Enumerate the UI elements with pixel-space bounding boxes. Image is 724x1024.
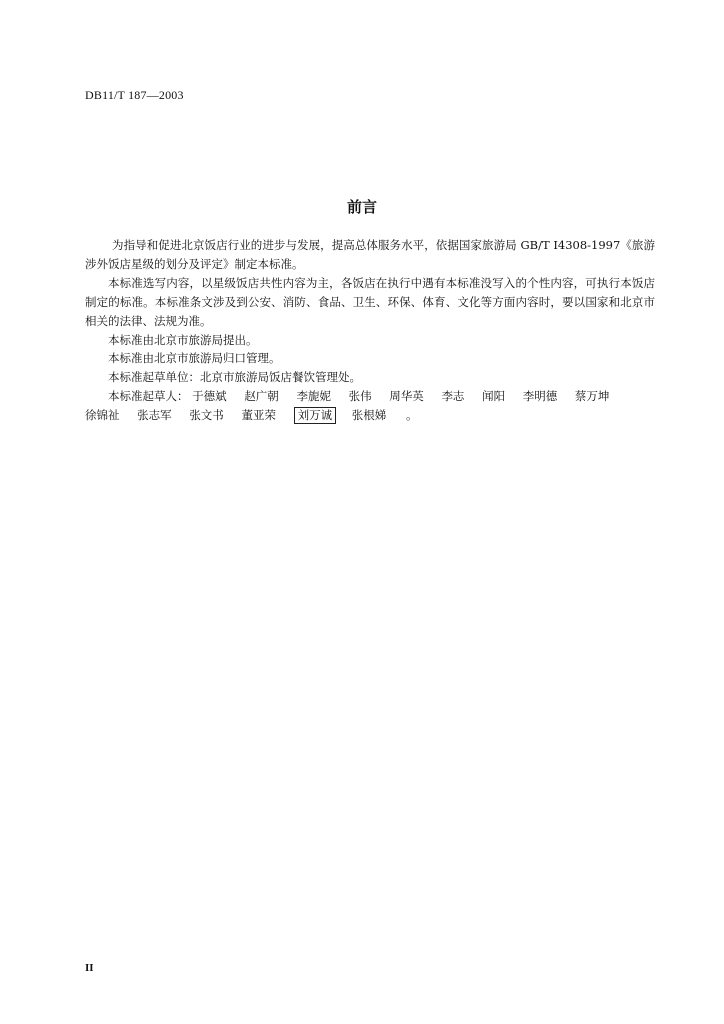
drafter-name: 张伟: [348, 389, 372, 404]
drafter-name: 闻阳: [482, 389, 506, 404]
drafters-list: [85, 387, 655, 425]
drafter-name: 董亚荣: [241, 408, 276, 423]
page-title: 前言: [346, 198, 377, 216]
drafter-name: 周华英: [389, 389, 424, 404]
paragraph-management: 本标准由北京市旅游局归口管理。: [108, 351, 281, 366]
page-number: II: [85, 962, 94, 974]
document-id: DB11/T 187—2003: [85, 88, 184, 102]
drafter-name: 李旎妮: [296, 389, 331, 404]
drafter-name: 于德斌: [192, 389, 227, 404]
paragraph-scope: 本标准选写内容，以星级饭店共性内容为主，各饭店在执行中遇有本标准没写入的个性内容，可执行本饭店制定的标准。本标准条文涉及到公安、消防、食品、卫生、环保、体育、文化等方面内容时，要以国家和北京市相关的法律、法规为准。: [85, 275, 655, 328]
drafters-label: 本标准起草人：: [108, 389, 189, 404]
foreword-body: [85, 236, 655, 425]
drafter-name-boxed: 刘万诚: [294, 407, 337, 424]
drafter-name: 蔡万坤: [574, 389, 610, 404]
drafter-name: 徐锦祉: [85, 408, 120, 423]
drafter-name: 张志军: [137, 408, 172, 423]
paragraph-proposer: 本标准由北京市旅游局提出。: [108, 332, 258, 347]
drafter-name: 李志: [441, 389, 465, 404]
paragraph-purpose: 为指导和促进北京饭店行业的进步与发展，提高总体服务水平，依据国家旅游局 GB/T I4308-1997《旅游涉外饭店星级的划分及评定》制定本标准。: [85, 238, 655, 271]
drafters-tail-punctuation: 。: [405, 408, 418, 423]
drafter-name: 李明德: [522, 389, 558, 404]
drafter-name: 赵广朝: [244, 389, 279, 404]
paragraph-drafting-unit: 本标准起草单位：北京市旅游局饭店餐饮管理处。: [108, 370, 361, 385]
drafter-name: 张文书: [189, 408, 224, 423]
drafter-name: 张根娣: [351, 408, 387, 423]
